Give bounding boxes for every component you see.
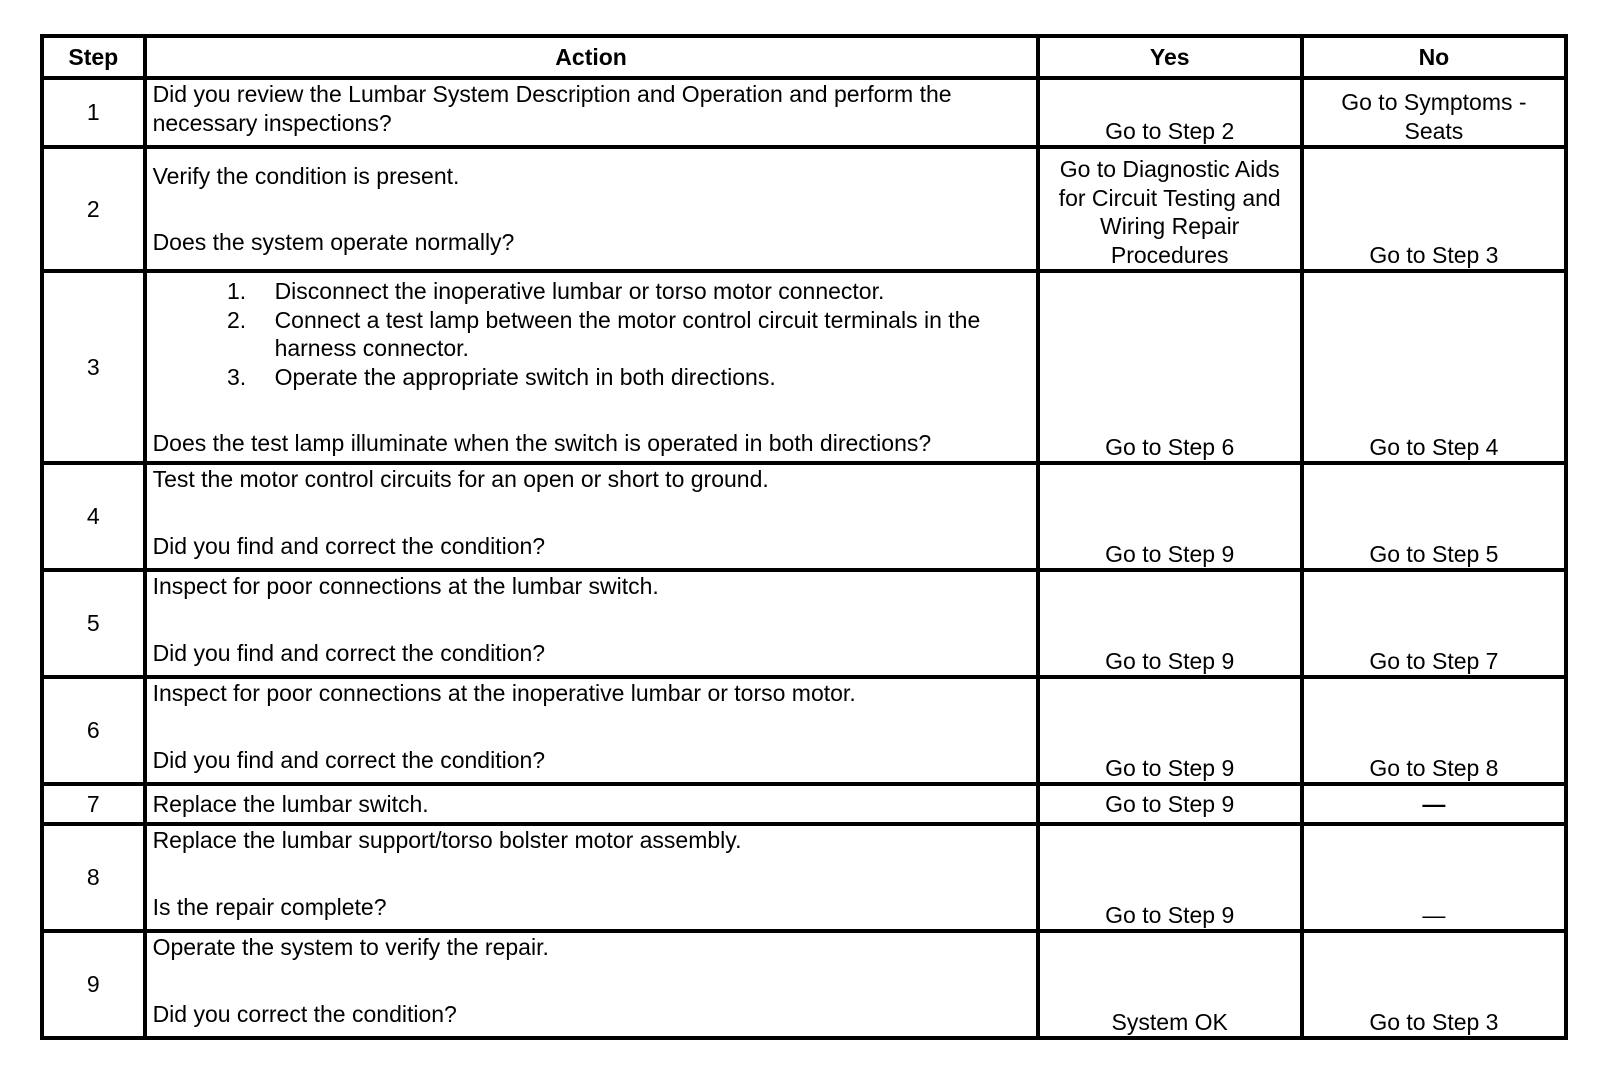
action-cell	[145, 931, 1038, 1038]
action-text: Did you review the Lumbar System Description and Operation and perform the necessary inspections?	[152, 81, 952, 136]
no-cell: —	[1302, 824, 1566, 931]
action-cell	[145, 570, 1038, 677]
table-row	[42, 147, 1566, 271]
header-no: No	[1302, 36, 1566, 78]
no-cell: Go to Step 8	[1302, 677, 1566, 784]
yes-cell: System OK	[1038, 931, 1302, 1038]
substep-item: 1. Disconnect the inoperative lumbar or torso motor connector.	[253, 277, 1030, 306]
yes-cell: Go to Step 9	[1038, 784, 1302, 824]
action-cell	[145, 463, 1038, 570]
header-step: Step	[42, 36, 145, 78]
step-number: 8	[42, 824, 145, 931]
table-row	[42, 463, 1566, 570]
action-cell	[145, 677, 1038, 784]
step-number: 4	[42, 463, 145, 570]
yes-cell: Go to Step 6	[1038, 271, 1302, 463]
yes-cell: Go to Step 2	[1038, 78, 1302, 147]
step-number: 2	[42, 147, 145, 271]
question-text: Does the system operate normally?	[152, 229, 515, 255]
step-number: 1	[42, 78, 145, 147]
table-row	[42, 677, 1566, 784]
action-text: Replace the lumbar support/torso bolster motor assembly.	[152, 827, 742, 853]
table-row	[42, 78, 1566, 147]
yes-cell: Go to Step 9	[1038, 463, 1302, 570]
action-text: Inspect for poor connections at the inoperative lumbar or torso motor.	[152, 680, 856, 706]
question-text: Does the test lamp illuminate when the switch is operated in both directions?	[152, 430, 932, 456]
diagnostic-table	[40, 34, 1568, 1040]
table-row	[42, 570, 1566, 677]
header-yes: Yes	[1038, 36, 1302, 78]
header-action: Action	[145, 36, 1038, 78]
question-text: Did you find and correct the condition?	[152, 746, 546, 773]
yes-cell: Go to Step 9	[1038, 570, 1302, 677]
action-text: Test the motor control circuits for an open or short to ground.	[152, 466, 769, 492]
question-text: Did you find and correct the condition?	[152, 639, 546, 666]
action-cell	[145, 147, 1038, 271]
no-cell: Go to Symptoms - Seats	[1302, 78, 1566, 147]
action-cell	[145, 78, 1038, 147]
table-row	[42, 271, 1566, 463]
action-cell	[145, 784, 1038, 824]
substep-list	[153, 277, 1030, 391]
header-row	[42, 36, 1566, 78]
step-number: 5	[42, 570, 145, 677]
action-text: Verify the condition is present.	[152, 162, 460, 189]
yes-cell: Go to Step 9	[1038, 824, 1302, 931]
no-cell: Go to Step 3	[1302, 147, 1566, 271]
no-cell: Go to Step 5	[1302, 463, 1566, 570]
question-text: Did you correct the condition?	[152, 1000, 457, 1027]
no-cell: —	[1302, 784, 1566, 824]
question-text: Did you find and correct the condition?	[152, 532, 546, 559]
substep-item: 3. Operate the appropriate switch in both directions.	[253, 363, 1030, 392]
yes-cell: Go to Step 9	[1038, 677, 1302, 784]
no-cell: Go to Step 7	[1302, 570, 1566, 677]
step-number: 6	[42, 677, 145, 784]
substep-item: 2. Connect a test lamp between the motor control circuit terminals in the harness connector.	[253, 306, 1030, 363]
action-text: Replace the lumbar switch.	[152, 790, 429, 817]
action-text: Operate the system to verify the repair.	[152, 934, 549, 960]
table-row	[42, 931, 1566, 1038]
table-row	[42, 824, 1566, 931]
yes-cell: Go to Diagnostic Aids for Circuit Testing and Wiring Repair Procedures	[1038, 147, 1302, 271]
table-row	[42, 784, 1566, 824]
step-number: 9	[42, 931, 145, 1038]
no-cell: Go to Step 4	[1302, 271, 1566, 463]
action-text: Inspect for poor connections at the lumbar switch.	[152, 573, 659, 599]
action-cell	[145, 271, 1038, 463]
step-number: 3	[42, 271, 145, 463]
question-text: Is the repair complete?	[152, 893, 387, 920]
action-cell	[145, 824, 1038, 931]
no-cell: Go to Step 3	[1302, 931, 1566, 1038]
step-number: 7	[42, 784, 145, 824]
